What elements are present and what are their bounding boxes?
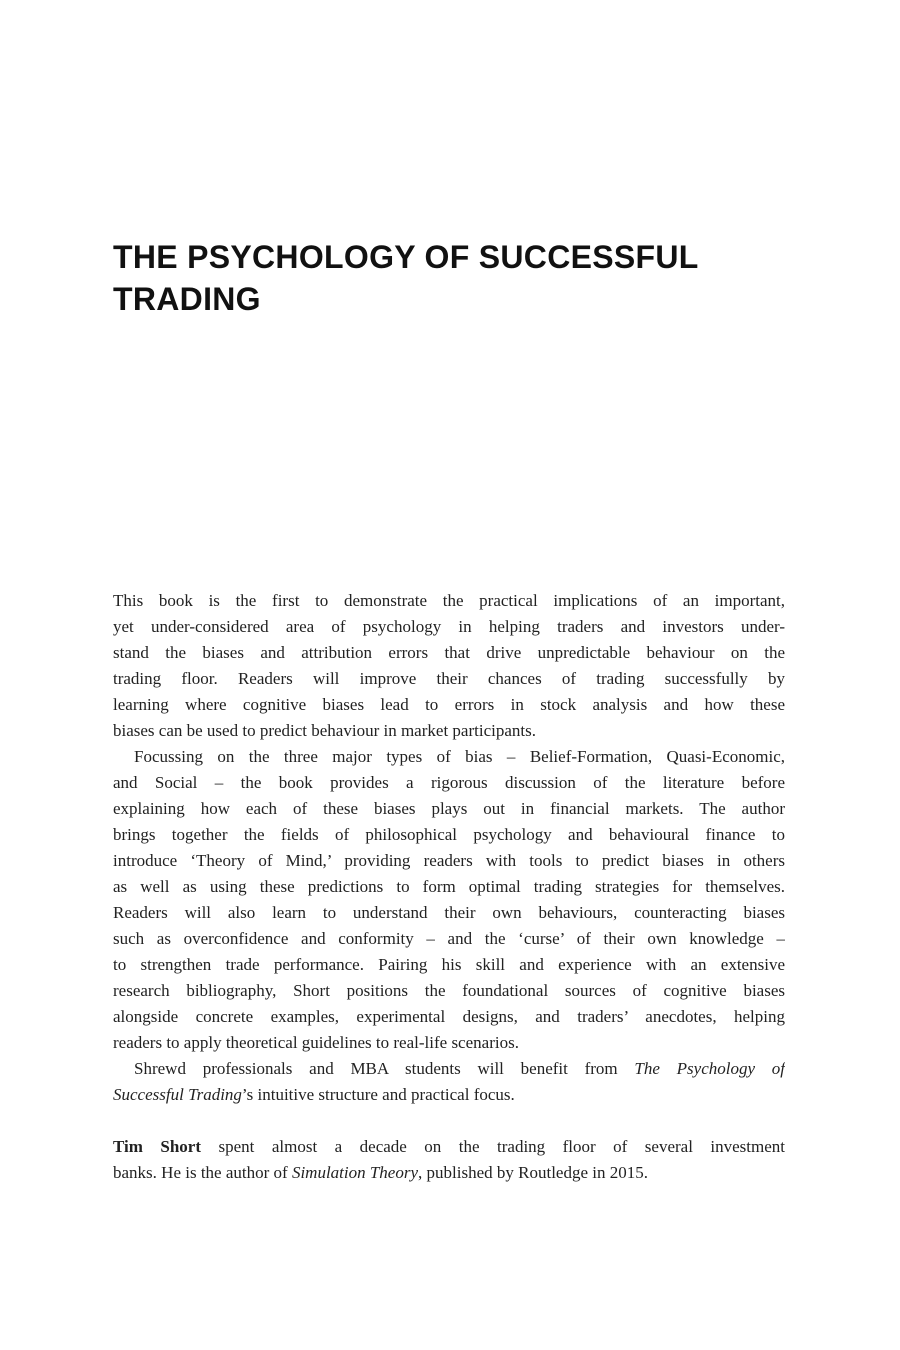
description-paragraph: [113, 588, 785, 744]
text-segment: explaining how each of these biases plays out in financial markets. The author: [113, 799, 785, 818]
text-segment: readers to apply theoretical guidelines to real-life scenarios.: [113, 1033, 519, 1052]
text-line: [113, 744, 785, 770]
text-line: [113, 952, 785, 978]
author-bio-paragraph: [113, 1134, 785, 1186]
text-segment: ’s intuitive structure and practical focus.: [241, 1085, 515, 1104]
text-line: [113, 848, 785, 874]
text-segment: Focussing on the three major types of bias – Belief-Formation, Quasi-Economic,: [134, 747, 785, 766]
text-line: [113, 640, 785, 666]
text-line: [113, 1082, 785, 1108]
book-title: [113, 236, 699, 320]
text-segment: alongside concrete examples, experimental designs, and traders’ anecdotes, helping: [113, 1007, 785, 1026]
text-line: [113, 692, 785, 718]
text-line: [113, 1030, 785, 1056]
text-line: [113, 770, 785, 796]
text-line: [113, 1134, 785, 1160]
text-line: [113, 926, 785, 952]
text-line: [113, 1004, 785, 1030]
text-segment: and Social – the book provides a rigorous discussion of the literature before: [113, 773, 785, 792]
text-line: [113, 822, 785, 848]
description-paragraph: [113, 1056, 785, 1108]
text-line: [113, 978, 785, 1004]
text-line: [113, 796, 785, 822]
text-segment: , published by Routledge in 2015.: [418, 1163, 648, 1182]
text-line: [113, 900, 785, 926]
text-line: [113, 666, 785, 692]
text-segment: introduce ‘Theory of Mind,’ providing readers with tools to predict biases in others: [113, 851, 785, 870]
text-segment: trading floor. Readers will improve their chances of trading successfully by: [113, 669, 785, 688]
text-segment: Readers will also learn to understand their own behaviours, counteracting biases: [113, 903, 785, 922]
text-segment: biases can be used to predict behaviour in market participants.: [113, 721, 536, 740]
text-segment: spent almost a decade on the trading floor of several investment: [201, 1137, 785, 1156]
text-segment: to strengthen trade performance. Pairing his skill and experience with an extensive: [113, 955, 785, 974]
text-line: [113, 588, 785, 614]
text-line: [113, 1160, 785, 1186]
italic-title: Simulation Theory: [291, 1163, 419, 1182]
text-segment: as well as using these predictions to form optimal trading strategies for themselves.: [113, 877, 785, 896]
italic-title: Successful Trading: [113, 1085, 242, 1104]
text-line: [113, 718, 785, 744]
italic-title: The Psychology of: [634, 1059, 785, 1078]
text-segment: research bibliography, Short positions the foundational sources of cognitive biases: [113, 981, 785, 1000]
text-segment: brings together the fields of philosophical psychology and behavioural finance to: [113, 825, 785, 844]
author-name: Tim Short: [113, 1137, 202, 1156]
text-segment: Shrewd professionals and MBA students will benefit from: [134, 1059, 635, 1078]
book-title-line: THE PSYCHOLOGY OF SUCCESSFUL: [113, 239, 699, 275]
text-line: [113, 874, 785, 900]
text-segment: yet under-considered area of psychology in helping traders and investors under-: [113, 617, 785, 636]
description-paragraph: [113, 744, 785, 1056]
text-segment: banks. He is the author of: [113, 1163, 292, 1182]
text-segment: such as overconfidence and conformity – and the ‘curse’ of their own knowledge –: [113, 929, 785, 948]
text-segment: This book is the first to demonstrate the practical implications of an important,: [113, 591, 785, 610]
text-segment: stand the biases and attribution errors that drive unpredictable behaviour on the: [113, 643, 785, 662]
book-description: [113, 588, 785, 1186]
book-title-line: TRADING: [113, 281, 261, 317]
text-line: [113, 1056, 785, 1082]
text-line: [113, 614, 785, 640]
text-segment: learning where cognitive biases lead to errors in stock analysis and how these: [113, 695, 785, 714]
